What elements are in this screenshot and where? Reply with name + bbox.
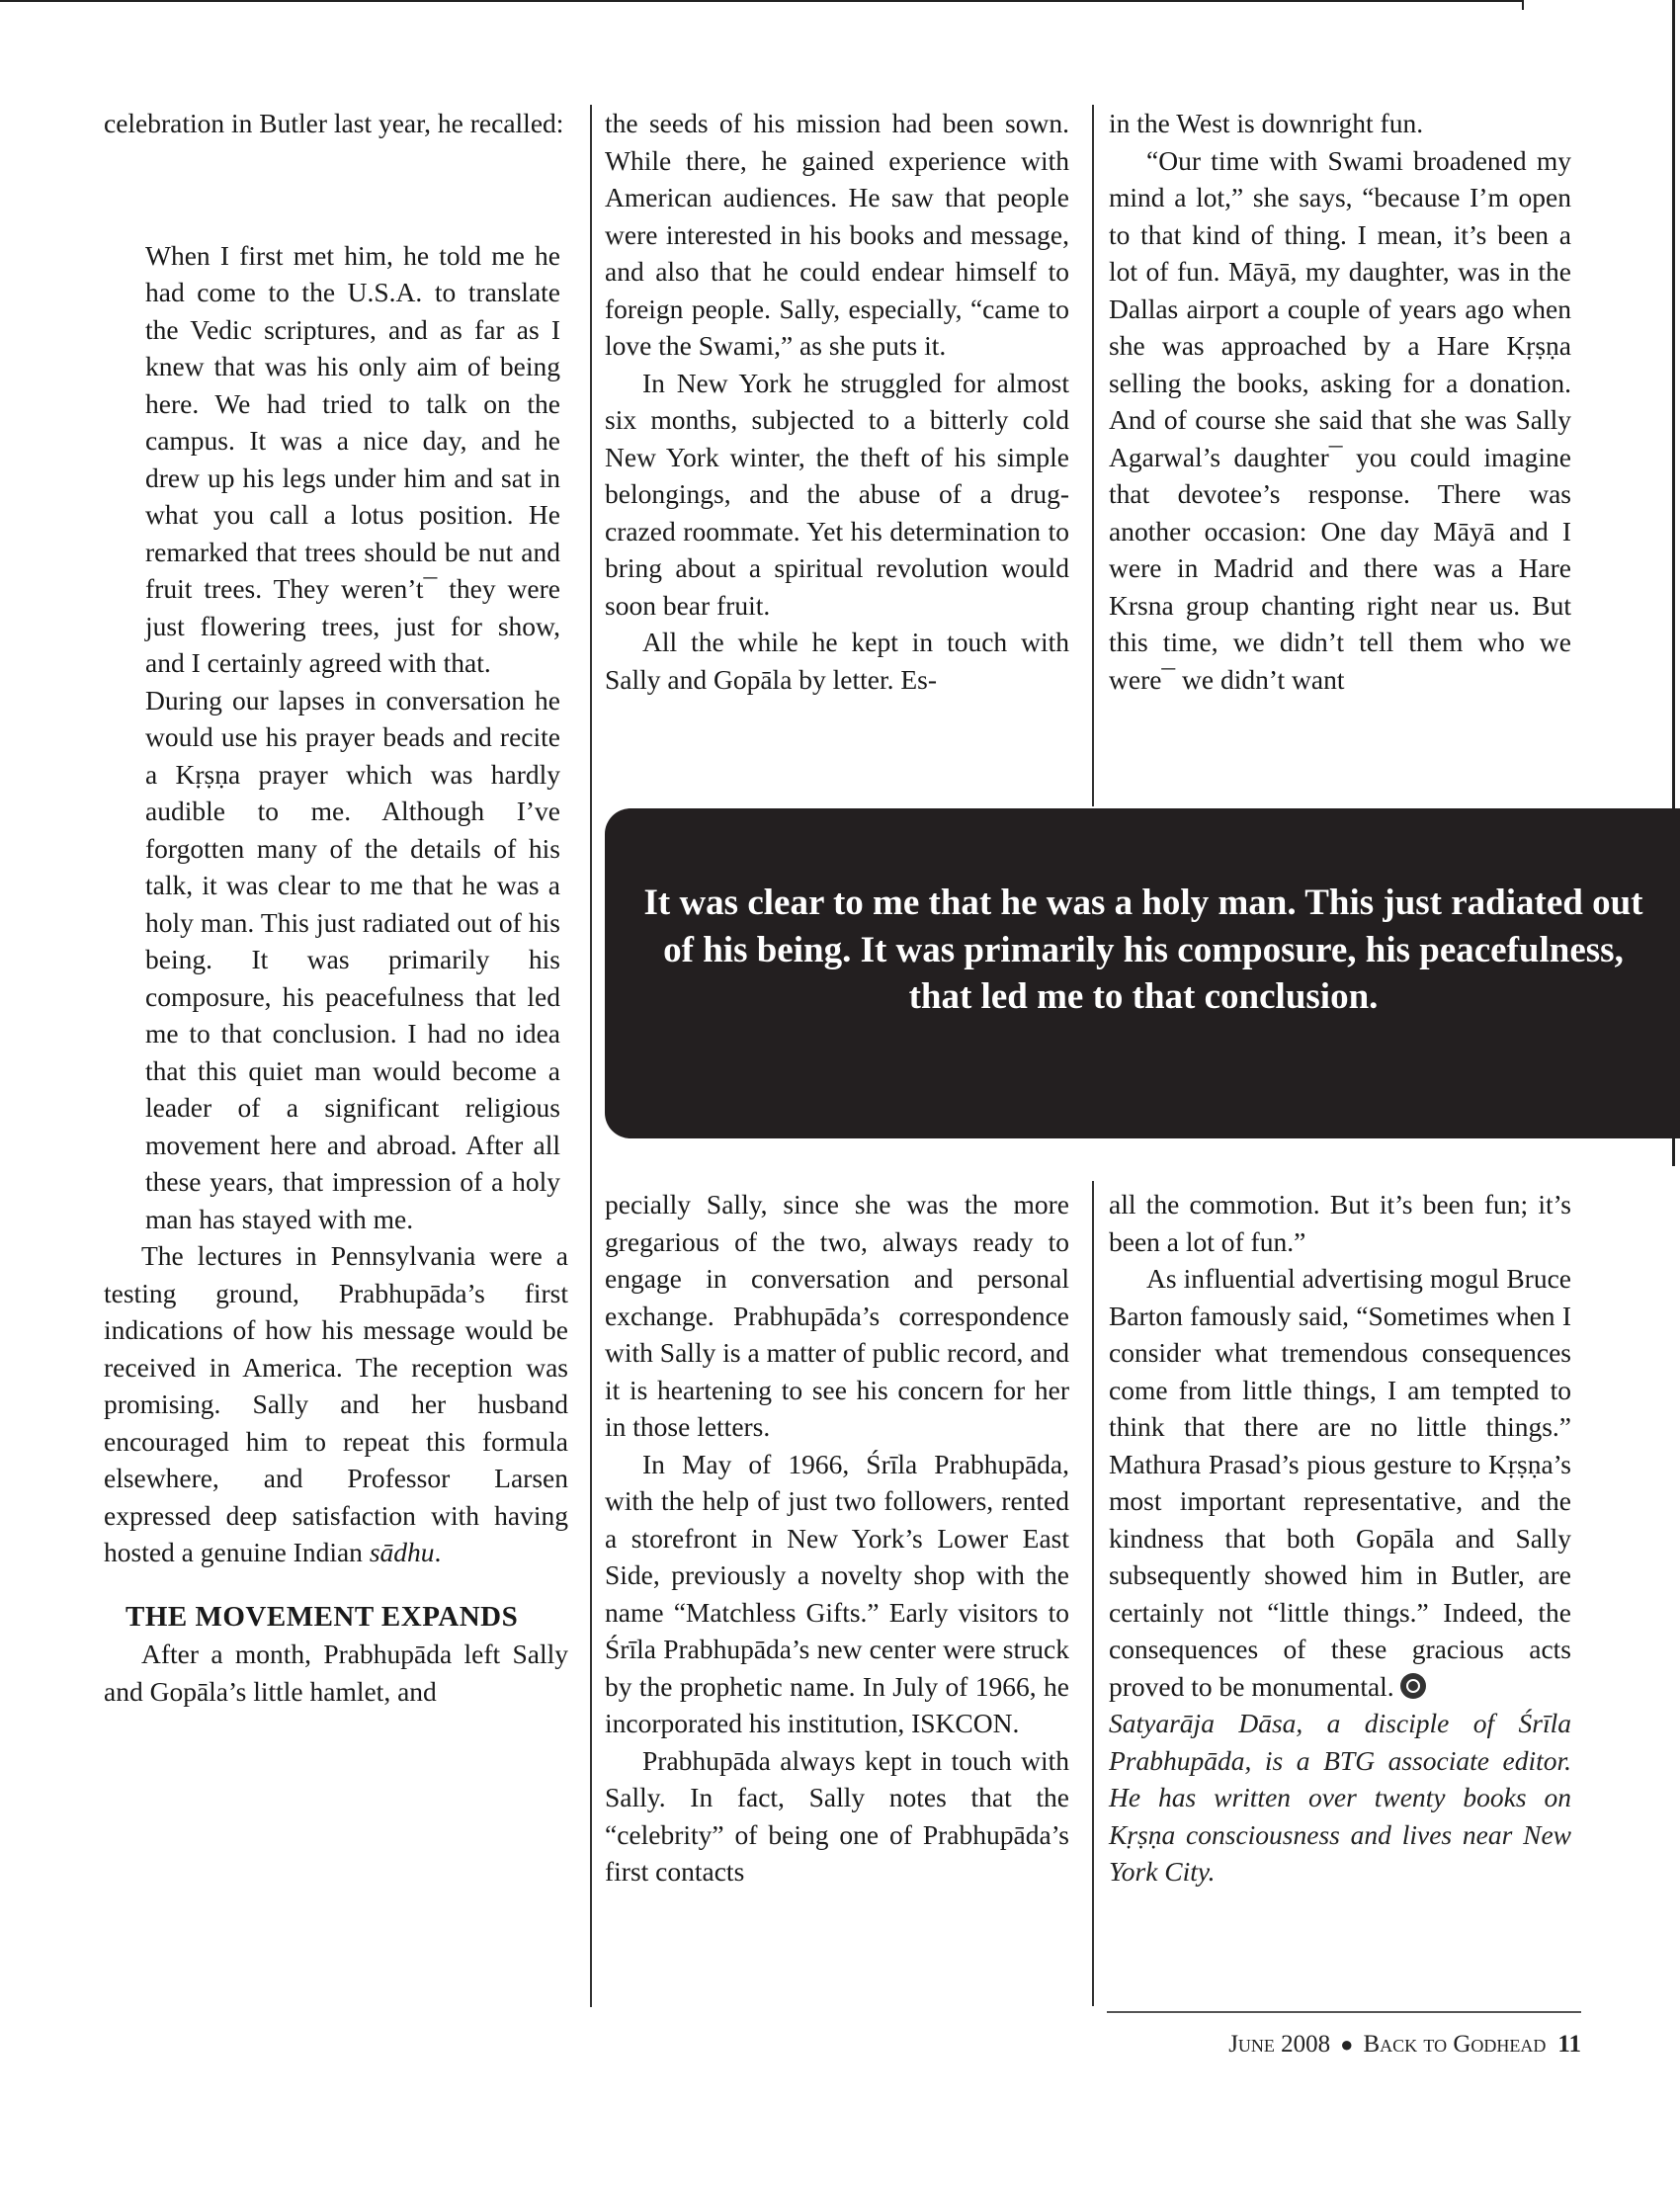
closing-text: As influential advertising mogul Bruce Barton famously said, “Sometimes when I consider what tremendous consequences come from little things, I am tempted to think that there are no little things.” Mathura Prasad’s pious gesture to Kṛṣṇa’s most important representative, and the kindness that both Gopāla and Sally subsequently showed him in Butler, are certainly not “little things.” Indeed, the consequences of these gracious acts proved to be monumental.: [1109, 1263, 1571, 1702]
column-3-bottom: [1109, 1186, 1571, 1891]
lotus-end-mark-icon: [1400, 1673, 1426, 1699]
column-2b-paragraph-2: In May of 1966, Śrīla Prabhupāda, with the help of just two followers, rented a storefront in New York’s Lower East Side, previously a novelty shop with the name “Matchless Gifts.” Early visitors to Śrīla Prabhupāda’s new center were struck by the prophetic name. In July of 1966, he incorporated his institution, ISKCON.: [605, 1448, 1069, 1738]
pull-quote-box: [605, 808, 1680, 1138]
column-divider-2-bottom: [1092, 1181, 1094, 2006]
page-footer: [1107, 2031, 1581, 2059]
section-heading: THE MOVEMENT EXPANDS: [126, 1600, 519, 1633]
column-divider-1: [590, 105, 592, 2007]
column-2b-paragraph-3: Prabhupāda always kept in touch with Sally. In fact, Sally notes that the “celebrity” of being one of Prabhupāda’s first contacts: [605, 1744, 1069, 1887]
column-2-bottom: [605, 1186, 1069, 1891]
quote-paragraph-2: During our lapses in conversation he would use his prayer beads and recite a Kṛṣṇa prayer which was hardly audible to me. Although I’ve forgotten many of the details of his talk, it was clear to me that he was a holy man. This just radiated out of his being. It was primarily his composure, his peacefulness that led me to that conclusion. I had no idea that this quiet man would become a leader of a significant religious movement here and abroad. After all these years, that impression of a holy man has stayed with me.: [145, 684, 560, 1234]
column-3-paragraph-1: in the West is downright fun.: [1109, 108, 1424, 138]
lectures-end: .: [434, 1537, 442, 1567]
expands-paragraph: After a month, Prabhupāda left Sally and Gopāla’s little hamlet, and: [104, 1639, 568, 1707]
sally-quote-block: [145, 237, 560, 1238]
top-rule-tick: [1522, 0, 1524, 10]
column-1-intro: celebration in Butler last year, he recalled:: [104, 108, 564, 138]
footer-date: June 2008: [1228, 2031, 1331, 2058]
column-2-paragraph-2: In New York he struggled for almost six months, subjected to a bitterly cold New York winter, the theft of his simple belongings, and the abuse of a drug-crazed roommate. Yet his determination to bring about a spiritual revolution would soon bear fruit.: [605, 367, 1069, 621]
footer-rule: [1107, 2011, 1581, 2013]
column-2-paragraph-3: All the while he kept in touch with Sally and Gopāla by letter. Es-: [605, 627, 1069, 695]
lectures-text: The lectures in Pennsylvania were a testing ground, Prabhupāda’s first indications of how his message would be received in America. The reception was promising. Sally and her husband encouraged him to repeat this formula elsewhere, and Professor Larsen expressed deep satisfaction with having hosted a genuine Indian: [104, 1240, 568, 1567]
footer-bullet: ●: [1340, 2032, 1354, 2057]
column-3b-paragraph-2: [1109, 1260, 1571, 1705]
column-1: [104, 105, 568, 1710]
page-number: 11: [1557, 2031, 1581, 2058]
column-3-paragraph-2: “Our time with Swami broadened my mind a lot,” she says, “because I’m open to that kind of thing. I mean, it’s been a lot of fun. Māyā, my daughter, was in the Dallas airport a couple of years ago when she was approached by a Hare Kṛṣṇa selling the books, asking for a donation. And of course she said that she was Sally Agarwal’s daughter¯ you could imagine that devotee’s response. There was another occasion: One day Māyā and I were in Madrid and there was a Hare Krsna group chanting right near us. But this time, we didn’t tell them who we were¯ we didn’t want: [1109, 144, 1571, 695]
lectures-paragraph: [104, 1237, 568, 1571]
column-divider-2-top: [1092, 105, 1094, 806]
footer-publication: Back to Godhead: [1363, 2031, 1547, 2058]
column-2-paragraph-1: the seeds of his mission had been sown. While there, he gained experience with American audiences. He saw that people were interested in his books and message, and also that he could endear himself to foreign people. Sally, especially, “came to love the Swami,” as she puts it.: [605, 108, 1069, 361]
pull-quote-text: It was clear to me that he was a holy man. This just radiated out of his being. It was primarily his composure, his peacefulness, that led me to that conclusion.: [643, 883, 1643, 1017]
column-2-top: [605, 105, 1069, 698]
column-3b-paragraph-1: all the commotion. But it’s been fun; it’s been a lot of fun.”: [1109, 1189, 1571, 1257]
quote-paragraph-1: When I first met him, he told me he had come to the U.S.A. to translate the Vedic scriptures, and as far as I knew that was his only aim of being here. We had tried to talk on the campus. It was a nice day, and he drew up his legs under him and sat in what you call a lotus position. He remarked that trees should be nut and fruit trees. They weren’t¯ they were just flowering trees, just for show, and I certainly agreed with that.: [145, 239, 560, 678]
top-rule: [0, 0, 1522, 2]
column-2b-paragraph-1: pecially Sally, since she was the more gregarious of the two, always ready to engage in conversation and personal exchange. Prabhupāda’s correspondence with Sally is a matter of public record, and it is heartening to see his concern for her in those letters.: [605, 1189, 1069, 1442]
sadhu-italic: sādhu: [369, 1537, 435, 1567]
column-3-top: [1109, 105, 1571, 698]
author-bio: Satyarāja Dāsa, a disciple of Śrīla Prabhupāda, is a BTG associate editor. He has written over twenty books on Kṛṣṇa consciousness and lives near New York City.: [1109, 1708, 1571, 1887]
